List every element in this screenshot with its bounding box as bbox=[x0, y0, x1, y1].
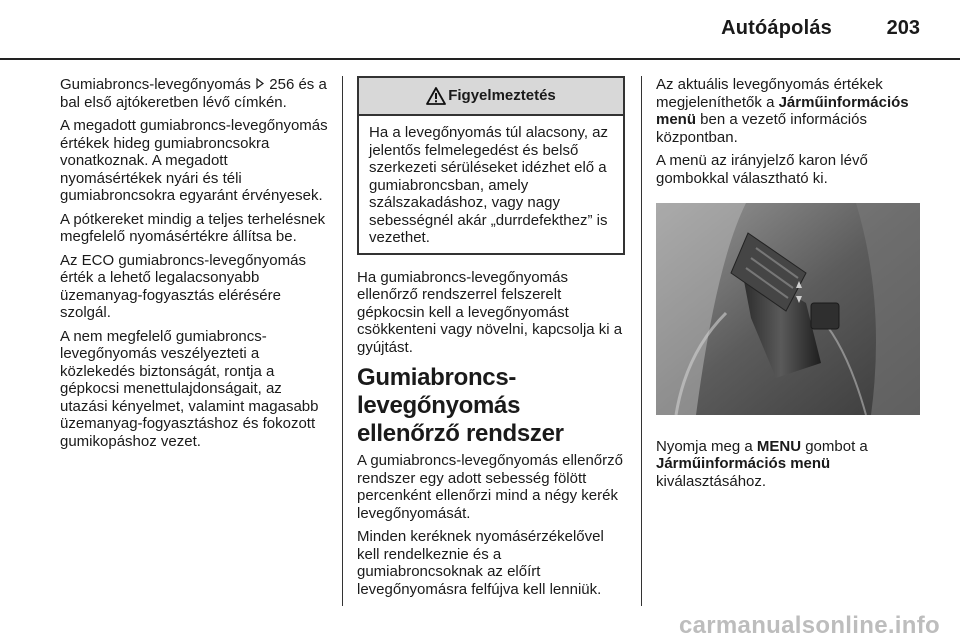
warning-header bbox=[359, 78, 623, 116]
column-3 bbox=[656, 76, 924, 496]
column-2 bbox=[357, 76, 625, 604]
turn-signal-lever-photo bbox=[656, 203, 920, 415]
paragraph: A gumiabroncs-levegőnyomás ellenőrző rendszer egy adott sebesség fölött percenként ellenőrzi mind a négy kerék levegőnyomását. bbox=[357, 452, 623, 522]
warning-title: Figyelmeztetés bbox=[448, 87, 556, 105]
column-divider-1 bbox=[342, 76, 343, 606]
watermark: carmanualsonline.info bbox=[678, 612, 940, 639]
column-divider-2 bbox=[641, 76, 642, 606]
header-divider bbox=[0, 58, 960, 60]
chapter-title: Autóápolás bbox=[721, 17, 832, 39]
warning-text: Ha a levegőnyomás túl alacsony, az jelentős felmelegedést és belső szerkezeti sérüléseket idézhet elő a gumiabroncsban, amely szálszakadáshoz, vagy nagy sebességnél akár „durrdefekthez” is vezethet. bbox=[369, 124, 609, 246]
page-number: 203 bbox=[886, 17, 920, 39]
paragraph: Az ECO gumiabroncs-levegőnyomás érték a lehető legalacsonyabb üzemanyag-fogyasztás elérésére szolgál. bbox=[60, 251, 306, 321]
paragraph: Az aktuális levegőnyomás értékek megjeleníthetők a Járműinformációs menü ben a vezető információs központban. bbox=[656, 76, 909, 146]
menu-button-label: MENU bbox=[756, 437, 802, 455]
paragraph: Minden keréknek nyomásérzékelővel kell rendelkeznie és a gumiabroncsoknak az előírt levegőnyomásra felfújva kell lenniük. bbox=[357, 528, 604, 598]
paragraph: Ha gumiabroncs-levegőnyomás ellenőrző rendszerrel felszerelt gépkocsin kell a levegőnyomást csökkenteni vagy növelni, kapcsolja ki a gyújtást. bbox=[357, 268, 623, 356]
paragraph: Nyomja meg a MENU gombot a Járműinformációs menü kiválasztásához. bbox=[656, 437, 868, 490]
menu-name: Járműinformációs menü bbox=[656, 93, 909, 128]
page-header bbox=[0, 0, 960, 56]
paragraph: A nem megfelelő gumiabroncs-levegőnyomás veszélyezteti a közlekedés biztonságát, rontja a gépkocsi menettulajdonságait, az utazási kényelmet, valamint magasabb üzemanyag-fogyasztáshoz és fokozott gumikopáshoz vezet. bbox=[60, 327, 319, 450]
menu-name: Járműinformációs menü bbox=[656, 455, 831, 472]
column-1 bbox=[60, 76, 328, 456]
paragraph: A megadott gumiabroncs-levegőnyomás értékek hideg gumiabroncsokra vonatkoznak. A megadott nyomásértékek nyári és téli gumiabroncsokra egyaránt érvényesek. bbox=[60, 117, 328, 204]
page-reference[interactable]: 256 bbox=[269, 76, 295, 93]
paragraph: Gumiabroncs-levegőnyomás 256 és a bal első ajtókeretben lévő címkén. bbox=[60, 76, 327, 111]
section-title: Gumiabroncs-levegőnyomás ellenőrző rendszer bbox=[357, 364, 564, 447]
paragraph: A pótkereket mindig a teljes terhelésnek megfelelő nyomásértékre állítsa be. bbox=[60, 210, 326, 245]
warning-box bbox=[357, 76, 625, 255]
page-reference-icon[interactable] bbox=[255, 76, 265, 94]
paragraph: A menü az irányjelző karon lévő gombokkal választható ki. bbox=[656, 152, 868, 187]
warning-icon bbox=[426, 87, 446, 105]
